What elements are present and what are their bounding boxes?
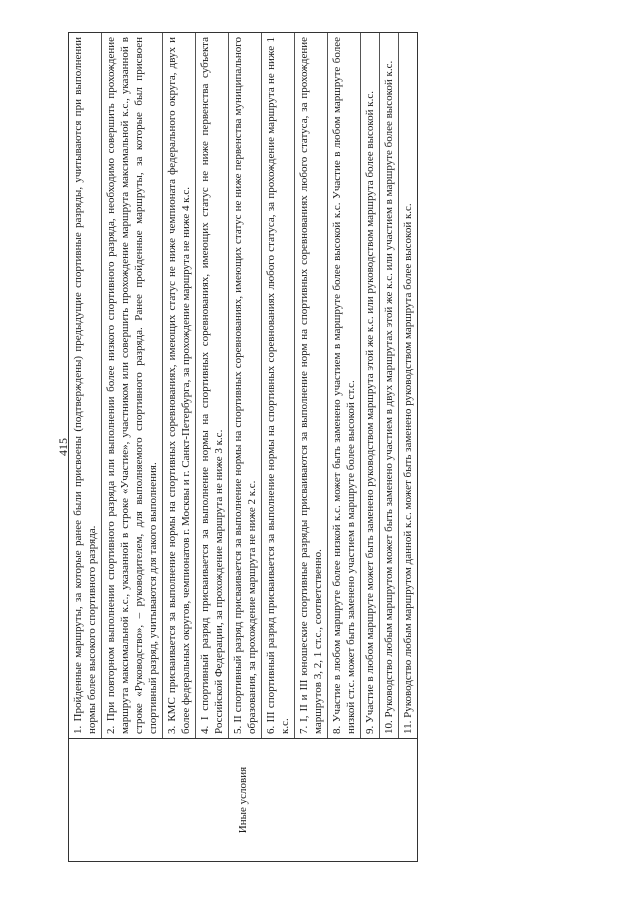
table-row (69, 33, 418, 862)
list-item: 5. II спортивный разряд присваивается за выполнение нормы на спортивных соревнованиях, имеющих статус не ниже первенства муниципального образования, за прохождение маршрута не ниже 2 к.с. (229, 33, 262, 738)
list-item: 9. Участие в любом маршруте может быть заменено руководством маршрута этой же к.с. или руководством маршрута более высокой к.с. (361, 33, 380, 738)
list-item: 10. Руководство любым маршрутом может быть заменено участием в двух маршрутах этой же к.с. или участием в маршруте более высокой к.с. (380, 33, 399, 738)
list-item: 3. КМС присваивается за выполнение нормы на спортивных соревнованиях, имеющих статус не ниже чемпионата федерального округа, двух и более федеральных округов, чемпионатов г. Москвы и г. Санкт-Петербурга, за прохождение маршрута не ниже 4 к.с. (163, 33, 196, 738)
page-number: 415 (56, 438, 70, 456)
list-item: 7. I, II и III юношеские спортивные разряды присваиваются за выполнение норм на спортивных соревнованиях любого статуса, за прохождение маршрутов 3, 2, 1 ст.с., соответственно. (295, 33, 328, 738)
section-label: Иные условия (69, 739, 418, 862)
list-item: 6. III спортивный разряд присваивается за выполнение нормы на спортивных соревнованиях любого статуса, за прохождение маршрута не ниже 1 к.с. (262, 33, 295, 738)
list-item: 2. При повторном выполнении спортивного разряда или выполнении более низкого спортивного разряда, необходимо совершить прохождение маршрута максимальной к.с., указанной в строке «Участие», участником или совершить прохождение маршрута максимальной к.с., указанной в строке «Руководство», – руководителем, для выполняемого спортивного разряда. Ранее пройденные маршруты, за которые был присвоен спортивный разряд, учитываются для такого выполнения. (102, 33, 163, 738)
list-item: 4. I спортивный разряд присваивается за выполнение нормы на спортивных соревнованиях, имеющих статус не ниже первенства субъекта Российской Федерации, за прохождение маршрута не ниже 3 к.с. (196, 33, 229, 738)
list-item: 8. Участие в любом маршруте более низкой к.с. может быть заменено участием в маршруте более высокой к.с. Участие в любом маршруте более низкой ст.с. может быть заменено участием в маршруте более высокой ст.с. (328, 33, 361, 738)
conditions-list (69, 33, 418, 739)
list-item: 1. Пройденные маршруты, за которые ранее были присвоены (подтверждены) предыдущие спортивные разряды, учитываются при выполнении нормы более высокого спортивного разряда. (69, 33, 102, 738)
list-item: 11. Руководство любым маршрутом данной к.с. может быть заменено руководством маршрута более высокой к.с. (402, 203, 414, 734)
conditions-table (68, 32, 418, 862)
rotated-content (56, 32, 523, 862)
